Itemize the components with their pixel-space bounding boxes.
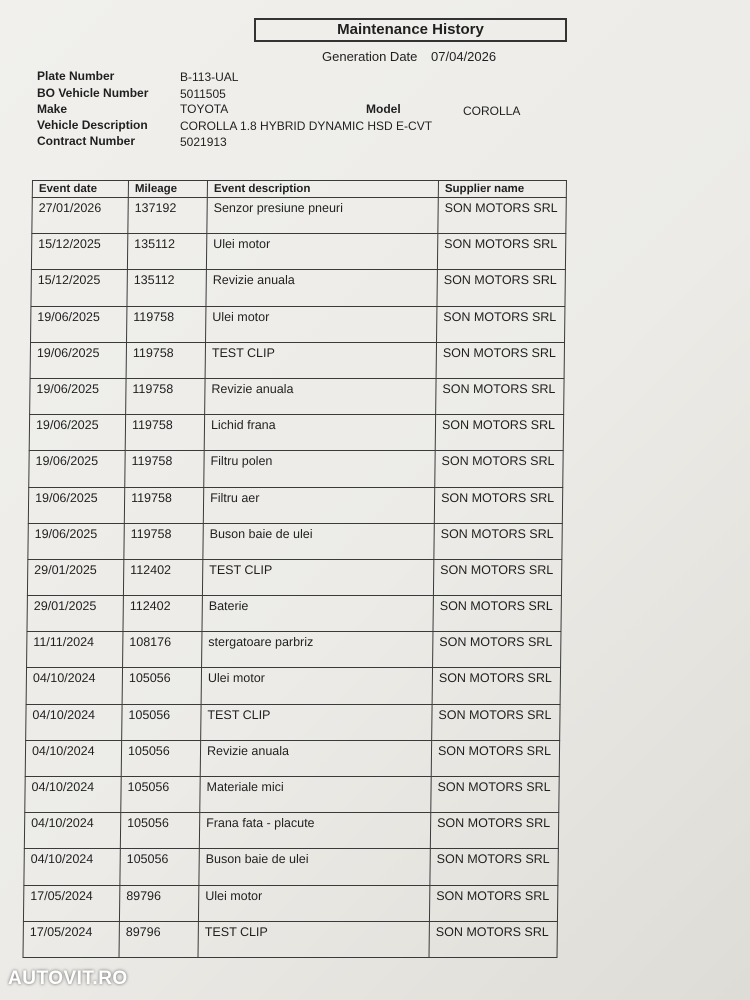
table-row: [24, 813, 558, 849]
table-row: [26, 668, 560, 704]
table-row: [28, 523, 562, 559]
table-row: [25, 740, 559, 776]
supplier-name-cell: SON MOTORS SRL: [436, 378, 564, 414]
table-row: [29, 451, 563, 487]
event-date-cell: 15/12/2025: [31, 270, 127, 306]
event-date-cell: 19/06/2025: [31, 306, 127, 342]
event-date-cell: 04/10/2024: [24, 849, 120, 885]
event-description-cell: TEST CLIP: [205, 342, 436, 378]
event-date-cell: 04/10/2024: [25, 777, 121, 813]
event-date-cell: 19/06/2025: [28, 523, 124, 559]
supplier-name-cell: SON MOTORS SRL: [433, 596, 561, 632]
supplier-name-cell: SON MOTORS SRL: [437, 234, 565, 270]
supplier-name-cell: SON MOTORS SRL: [431, 740, 559, 776]
model-value: COROLLA: [463, 104, 521, 118]
mileage-cell: 135112: [127, 234, 206, 270]
make-value: TOYOTA: [180, 102, 229, 116]
event-description-cell: Ulei motor: [206, 306, 437, 342]
document-title: Maintenance History: [254, 18, 567, 42]
event-description-cell: Lichid frana: [204, 415, 435, 451]
supplier-name-cell: SON MOTORS SRL: [429, 885, 557, 921]
supplier-name-cell: SON MOTORS SRL: [436, 342, 564, 378]
supplier-name-cell: SON MOTORS SRL: [432, 704, 560, 740]
event-date-cell: 17/05/2024: [23, 885, 119, 921]
table-row: [31, 306, 565, 342]
event-date-cell: 29/01/2025: [27, 596, 123, 632]
mileage-cell: 89796: [119, 921, 198, 957]
table-row: [23, 921, 557, 957]
model-label: Model: [366, 102, 401, 116]
event-date-cell: 04/10/2024: [25, 740, 121, 776]
event-date-cell: 19/06/2025: [28, 487, 124, 523]
table-row: [30, 342, 564, 378]
event-date-cell: 19/06/2025: [29, 415, 125, 451]
mileage-cell: 105056: [120, 849, 199, 885]
event-description-cell: Ulei motor: [201, 668, 432, 704]
event-date-cell: 04/10/2024: [24, 813, 120, 849]
mileage-cell: 119758: [125, 451, 204, 487]
supplier-name-cell: SON MOTORS SRL: [432, 668, 560, 704]
event-date-cell: 19/06/2025: [29, 451, 125, 487]
bo-vehicle-number-value: 5011505: [180, 87, 226, 101]
maintenance-table: [22, 180, 567, 958]
mileage-cell: 135112: [127, 270, 206, 306]
event-description-cell: TEST CLIP: [201, 704, 432, 740]
mileage-cell: 137192: [128, 198, 207, 234]
event-description-cell: Revizie anuala: [200, 740, 431, 776]
contract-number-label: Contract Number: [37, 134, 136, 148]
table-row: [28, 487, 562, 523]
event-description-cell: Frana fata - placute: [199, 813, 430, 849]
generation-date-row: [322, 49, 506, 64]
event-date-cell: 17/05/2024: [23, 921, 119, 957]
supplier-name-cell: SON MOTORS SRL: [435, 451, 563, 487]
event-date-cell: 29/01/2025: [27, 559, 123, 595]
mileage-cell: 119758: [124, 487, 203, 523]
mileage-cell: 112402: [123, 596, 202, 632]
table-row: [25, 777, 559, 813]
table-row: [27, 596, 561, 632]
plate-number-value: B-113-UAL: [180, 70, 239, 84]
event-description-cell: TEST CLIP: [198, 921, 429, 957]
contract-number-value: 5021913: [180, 135, 227, 149]
table-row: [31, 270, 565, 306]
table-row: [27, 632, 561, 668]
supplier-name-cell: SON MOTORS SRL: [433, 632, 561, 668]
column-header-event-date: Event date: [32, 181, 128, 198]
event-description-cell: Ulei motor: [206, 234, 437, 270]
table-row: [29, 415, 563, 451]
mileage-cell: 108176: [123, 632, 202, 668]
event-date-cell: 19/06/2025: [30, 342, 126, 378]
supplier-name-cell: SON MOTORS SRL: [430, 849, 558, 885]
event-date-cell: 27/01/2026: [32, 198, 128, 234]
column-header-supplier-name: Supplier name: [438, 181, 566, 198]
supplier-name-cell: SON MOTORS SRL: [438, 198, 566, 234]
event-description-cell: Buson baie de ulei: [203, 523, 434, 559]
event-description-cell: Buson baie de ulei: [199, 849, 430, 885]
supplier-name-cell: SON MOTORS SRL: [435, 415, 563, 451]
supplier-name-cell: SON MOTORS SRL: [434, 523, 562, 559]
column-header-mileage: Mileage: [128, 181, 207, 198]
table-row: [30, 378, 564, 414]
mileage-cell: 119758: [127, 306, 206, 342]
table-row: [31, 234, 565, 270]
column-header-event-description: Event description: [207, 181, 438, 198]
mileage-cell: 105056: [120, 813, 199, 849]
event-description-cell: Ulei motor: [198, 885, 429, 921]
table-row: [26, 704, 560, 740]
supplier-name-cell: SON MOTORS SRL: [430, 813, 558, 849]
mileage-cell: 89796: [119, 885, 198, 921]
make-label: Make: [37, 102, 68, 116]
bo-vehicle-number-label: BO Vehicle Number: [37, 86, 149, 100]
event-description-cell: Baterie: [202, 596, 433, 632]
event-description-cell: Filtru aer: [203, 487, 434, 523]
table-header-row: [32, 181, 566, 198]
supplier-name-cell: SON MOTORS SRL: [433, 559, 561, 595]
table-row: [27, 559, 561, 595]
event-description-cell: TEST CLIP: [202, 559, 433, 595]
supplier-name-cell: SON MOTORS SRL: [431, 777, 559, 813]
table-row: [23, 885, 557, 921]
event-description-cell: Materiale mici: [200, 777, 431, 813]
event-description-cell: Senzor presiune pneuri: [207, 198, 438, 234]
event-date-cell: 04/10/2024: [26, 704, 122, 740]
mileage-cell: 119758: [126, 342, 205, 378]
vehicle-description-label: Vehicle Description: [37, 118, 148, 132]
event-date-cell: 04/10/2024: [26, 668, 122, 704]
supplier-name-cell: SON MOTORS SRL: [434, 487, 562, 523]
event-date-cell: 19/06/2025: [30, 378, 126, 414]
mileage-cell: 119758: [124, 523, 203, 559]
table-row: [32, 198, 566, 234]
vehicle-description-value: COROLLA 1.8 HYBRID DYNAMIC HSD E-CVT: [180, 119, 433, 133]
event-description-cell: Filtru polen: [204, 451, 435, 487]
supplier-name-cell: SON MOTORS SRL: [437, 270, 565, 306]
mileage-cell: 119758: [126, 378, 205, 414]
watermark-logo: AUTOVIT.RO: [8, 968, 128, 989]
supplier-name-cell: SON MOTORS SRL: [429, 921, 557, 957]
generation-date-value: 07/04/2026: [431, 49, 497, 64]
table-row: [24, 849, 558, 885]
event-description-cell: stergatoare parbriz: [202, 632, 433, 668]
mileage-cell: 112402: [123, 559, 202, 595]
event-description-cell: Revizie anuala: [205, 378, 436, 414]
supplier-name-cell: SON MOTORS SRL: [437, 306, 565, 342]
mileage-cell: 105056: [121, 777, 200, 813]
mileage-cell: 105056: [122, 668, 201, 704]
mileage-cell: 105056: [121, 740, 200, 776]
event-date-cell: 15/12/2025: [31, 234, 127, 270]
plate-number-label: Plate Number: [37, 69, 115, 83]
mileage-cell: 119758: [125, 415, 204, 451]
event-description-cell: Revizie anuala: [206, 270, 437, 306]
mileage-cell: 105056: [122, 704, 201, 740]
event-date-cell: 11/11/2024: [27, 632, 123, 668]
generation-date-label: Generation Date: [322, 49, 418, 64]
